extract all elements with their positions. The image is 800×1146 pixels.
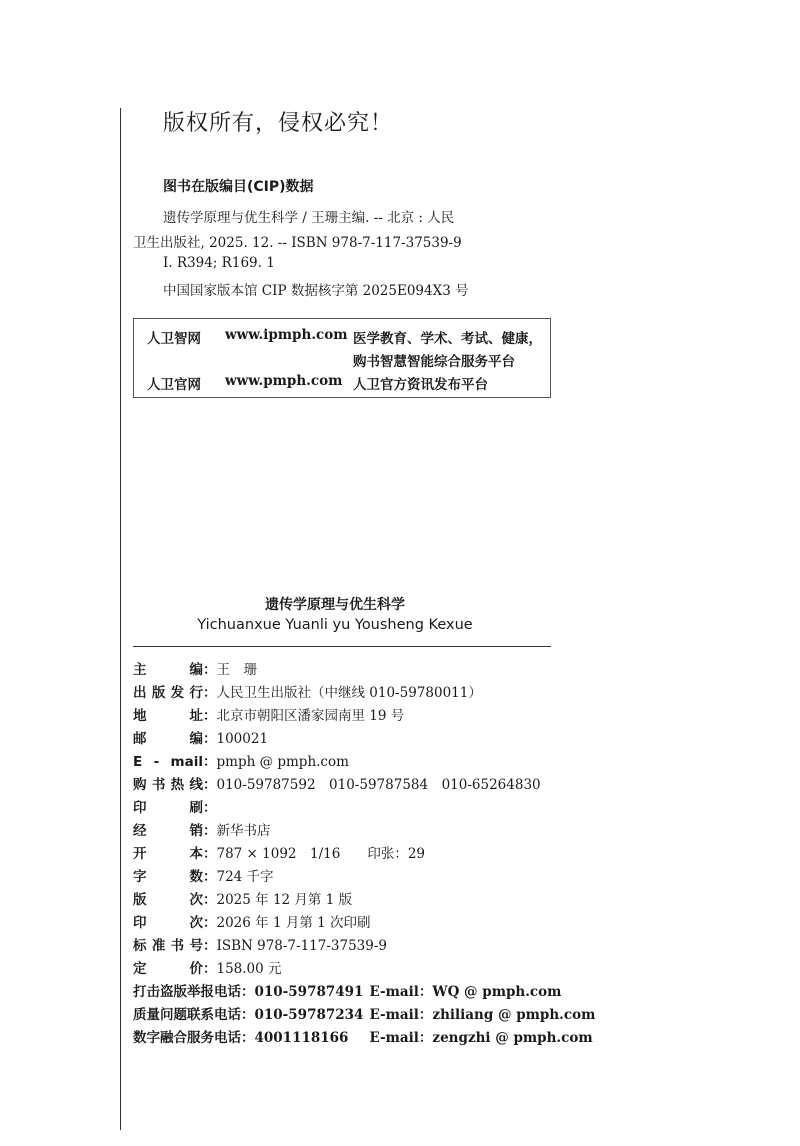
- contact-email[interactable]: E-mail：WQ @ pmph.com: [369, 984, 562, 1000]
- contact-phone: 4001118166: [254, 1030, 349, 1046]
- info-value: 人民卫生出版社（中继线 010-59780011）: [216, 685, 482, 701]
- book-title-en: Yichuanxue Yuanli yu Yousheng Kexue: [197, 617, 473, 633]
- info-label: 经销: [133, 823, 203, 839]
- info-label: 地址: [133, 708, 203, 724]
- info-label: 开本: [133, 846, 203, 862]
- info-label: 购书热线: [133, 777, 203, 793]
- info-value: 010-59787592 010-59787584 010-65264830: [216, 777, 541, 793]
- contact-row-piracy: [133, 980, 561, 1002]
- platform-box: [133, 318, 551, 398]
- info-value: 2025 年 12 月第 1 版: [216, 892, 353, 908]
- info-value: 北京市朝阳区潘家园南里 19 号: [216, 708, 405, 724]
- info-value: 787 × 1092 1/16 印张：29: [216, 846, 426, 862]
- info-row-wordcount: 字数：724 千字: [133, 865, 274, 887]
- cip-line-1: 遗传学原理与优生科学 / 王珊主编. -- 北京 : 人民: [163, 210, 455, 226]
- info-label: 字数: [133, 869, 203, 885]
- info-label: 主编: [133, 662, 203, 678]
- cip-heading: 图书在版编目(CIP)数据: [163, 179, 314, 195]
- info-label: 定价: [133, 961, 203, 977]
- contact-phone: 010-59787491: [254, 984, 364, 1000]
- info-row-email: E - mail：pmph @ pmph.com: [133, 754, 349, 770]
- info-value: 724 千字: [216, 869, 274, 885]
- info-row-address: 地址：北京市朝阳区潘家园南里 19 号: [133, 704, 404, 726]
- info-row-hotline: 购书热线：010-59787592 010-59787584 010-65264830: [133, 773, 541, 795]
- info-row-printing: 印刷：: [133, 796, 217, 818]
- divider: [133, 646, 551, 647]
- info-label: 出版发行: [133, 685, 203, 701]
- cip-line-3: Ⅰ. R394; R169. 1: [163, 255, 275, 271]
- contact-row-digital: [133, 1026, 593, 1048]
- platform-2-name: 人卫官网: [147, 377, 201, 393]
- contact-label: 数字融合服务电话：: [133, 1030, 255, 1046]
- copyright-notice: 版权所有，侵权必究！: [163, 111, 394, 136]
- info-row-price: 定价：158.00 元: [133, 957, 282, 979]
- info-value: 158.00 元: [216, 961, 282, 977]
- info-row-postcode: 邮编：100021: [133, 727, 268, 749]
- info-label: 邮编: [133, 731, 203, 747]
- book-title-cn: 遗传学原理与优生科学: [265, 597, 405, 613]
- info-label: 版次: [133, 892, 203, 908]
- contact-label: 质量问题联系电话：: [133, 1007, 255, 1023]
- platform-2-desc: 人卫官方资讯发布平台: [353, 377, 488, 393]
- platform-1-desc-2: 购书智慧智能综合服务平台: [353, 354, 515, 370]
- info-label: 印次: [133, 915, 203, 931]
- platform-1-desc-1: 医学教育、学术、考试、健康，: [353, 331, 542, 347]
- info-row-publisher: 出版发行：人民卫生出版社（中继线 010-59780011）: [133, 681, 482, 703]
- info-row-format: 开本：787 × 1092 1/16 印张：29: [133, 842, 425, 864]
- info-label: 印刷: [133, 800, 203, 816]
- info-row-isbn: 标准书号：ISBN 978-7-117-37539-9: [133, 934, 387, 956]
- info-row-distributor: 经销：新华书店: [133, 819, 271, 841]
- info-value: 新华书店: [216, 823, 271, 839]
- info-value: 100021: [216, 731, 269, 747]
- contact-email[interactable]: E-mail：zhiliang @ pmph.com: [369, 1007, 596, 1023]
- contact-row-quality: [133, 1003, 595, 1025]
- info-value: ISBN 978-7-117-37539-9: [216, 938, 388, 954]
- info-row-editor: 主编：王 珊: [133, 658, 257, 680]
- info-value: 王 珊: [216, 662, 257, 678]
- platform-1-name: 人卫智网: [147, 331, 201, 347]
- info-label: 标准书号: [133, 938, 203, 954]
- contact-email[interactable]: E-mail：zengzhi @ pmph.com: [369, 1030, 593, 1046]
- cip-line-2: 卫生出版社, 2025. 12. -- ISBN 978-7-117-37539-9: [133, 235, 462, 251]
- cip-line-4: 中国国家版本馆 CIP 数据核字第 2025E094X3 号: [163, 283, 469, 299]
- platform-1-url[interactable]: www.ipmph.com: [225, 327, 348, 343]
- contact-phone: 010-59787234: [254, 1007, 364, 1023]
- info-row-edition: 版次：2025 年 12 月第 1 版: [133, 888, 352, 910]
- contact-label: 打击盗版举报电话：: [133, 984, 255, 1000]
- info-value[interactable]: pmph @ pmph.com: [216, 754, 349, 770]
- info-value: 2026 年 1 月第 1 次印刷: [216, 915, 371, 931]
- info-row-impression: 印次：2026 年 1 月第 1 次印刷: [133, 911, 371, 933]
- info-label: E - mail: [133, 754, 203, 770]
- platform-2-url[interactable]: www.pmph.com: [225, 373, 343, 389]
